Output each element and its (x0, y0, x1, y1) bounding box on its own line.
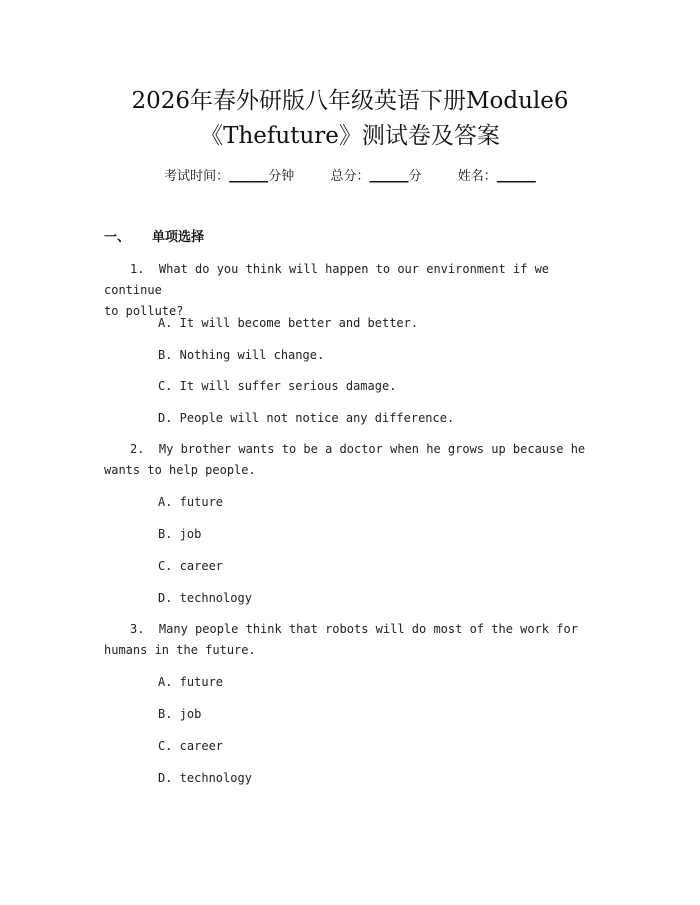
question-number: 2. (130, 442, 145, 456)
question-3-option-a: A. future (158, 675, 224, 689)
question-3-option-d: D. technology (158, 771, 252, 785)
question-3-option-b: B. job (158, 707, 202, 721)
name-blank: ______ (496, 169, 536, 184)
document-title-line-1: 2026年春外研版八年级英语下册Module6 (131, 88, 569, 114)
question-text-continued: humans in the future. (104, 643, 256, 657)
time-blank: ______ (229, 169, 269, 184)
time-label: 考试时间： (164, 169, 230, 184)
question-1 (104, 259, 604, 322)
question-3 (104, 619, 604, 661)
question-1-option-a: A. It will become better and better. (158, 316, 419, 330)
question-2-option-b: B. job (158, 527, 202, 541)
exam-info (0, 168, 700, 186)
time-unit: 分钟 (268, 169, 295, 184)
question-text: Many people think that robots will do most of the work for (158, 622, 578, 636)
score-blank: ______ (369, 169, 409, 184)
name-label: 姓名： (457, 169, 497, 184)
question-2 (104, 439, 604, 481)
section-heading (104, 229, 204, 247)
question-1-option-d: D. People will not notice any difference. (158, 411, 455, 425)
question-text-continued: wants to help people. (104, 463, 256, 477)
score-unit: 分 (408, 169, 422, 184)
question-2-option-a: A. future (158, 495, 224, 509)
section-title: 单项选择 (152, 230, 205, 245)
section-number: 一、 (104, 230, 131, 245)
question-2-option-d: D. technology (158, 591, 252, 605)
question-2-option-c: C. career (158, 559, 224, 573)
score-label: 总分： (330, 169, 370, 184)
question-text: What do you think will happen to our environment if we continue (104, 262, 550, 297)
document-title-line-2: 《Thefuture》测试卷及答案 (200, 123, 500, 149)
question-3-option-c: C. career (158, 739, 224, 753)
question-1-option-b: B. Nothing will change. (158, 348, 325, 362)
question-number: 1. (130, 262, 145, 276)
question-number: 3. (130, 622, 145, 636)
question-1-option-c: C. It will suffer serious damage. (158, 379, 397, 393)
question-text: My brother wants to be a doctor when he grows up because he (158, 442, 586, 456)
question-text-continued: to pollute? (104, 304, 184, 318)
